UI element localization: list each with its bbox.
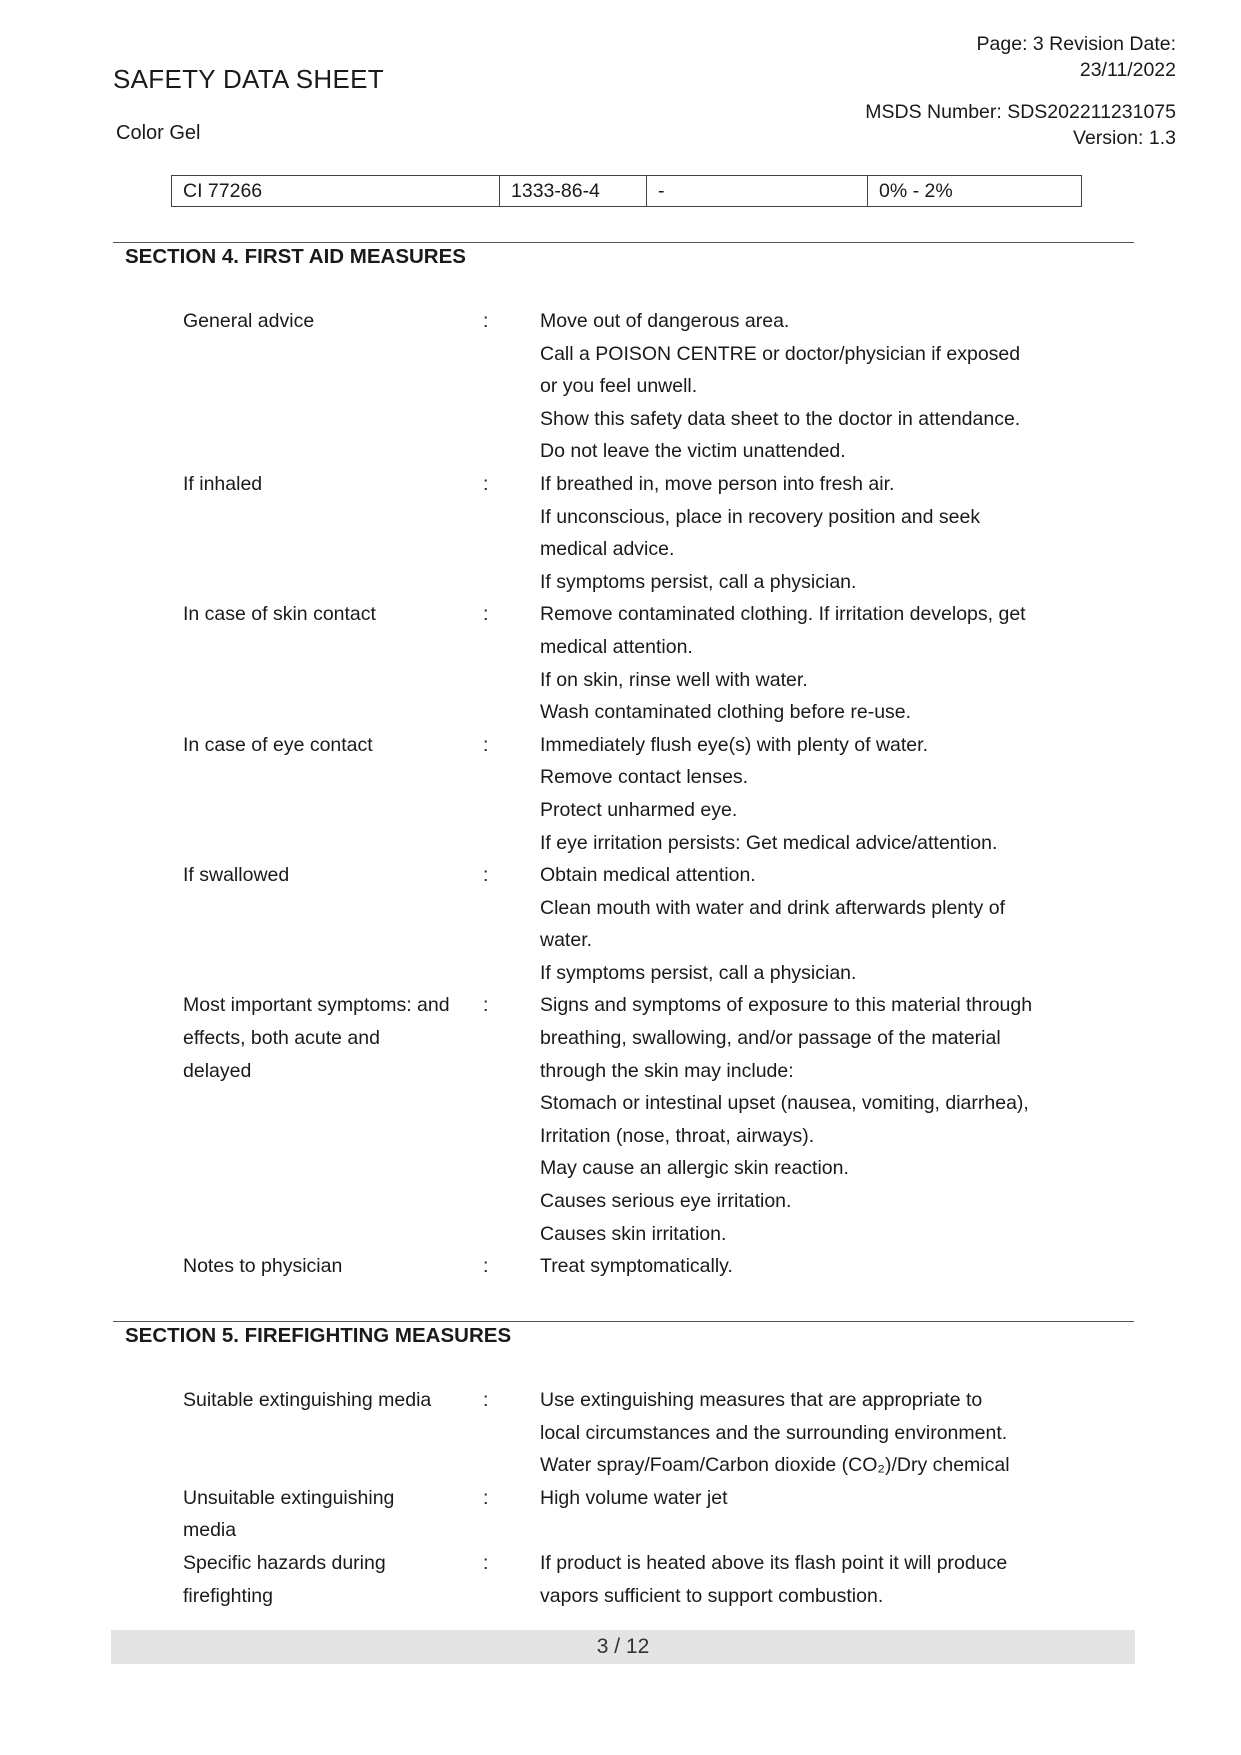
table-cell: - <box>647 176 868 207</box>
entry-colon: : <box>483 603 489 626</box>
section-divider <box>113 242 1134 243</box>
entry-value-line: Causes serious eye irritation. <box>540 1190 792 1213</box>
entry-label <box>183 468 483 598</box>
entry-value-line: Remove contact lenses. <box>540 766 749 789</box>
entry-row <box>183 1250 1068 1283</box>
entry-value <box>540 989 1068 1250</box>
entry-value-line: Do not leave the victim unattended. <box>540 440 846 463</box>
entry-label-line: Specific hazards during <box>183 1551 386 1574</box>
section-4-entries <box>183 305 1068 1283</box>
page-revision-block <box>977 31 1176 83</box>
entry-value <box>540 1384 1068 1482</box>
entry-value-line: If product is heated above its flash point it will produce <box>540 1551 1008 1574</box>
entry-row <box>183 989 1068 1250</box>
version: Version: 1.3 <box>1073 127 1176 149</box>
entry-label <box>183 1547 483 1612</box>
entry-value-line: High volume water jet <box>540 1486 728 1509</box>
entry-row <box>183 729 1068 859</box>
document-title: SAFETY DATA SHEET <box>113 64 384 94</box>
entry-value-line: Treat symptomatically. <box>540 1255 733 1278</box>
entry-value-line: Signs and symptoms of exposure to this material through <box>540 994 1033 1017</box>
entry-row <box>183 598 1068 728</box>
entry-label-line: Suitable extinguishing media <box>183 1389 432 1411</box>
entry-value <box>540 468 1068 598</box>
entry-colon: : <box>483 1255 489 1278</box>
entry-value-line: Move out of dangerous area. <box>540 310 790 332</box>
entry-colon: : <box>483 1551 489 1574</box>
entry-value-line: breathing, swallowing, and/or passage of the material <box>540 1027 1001 1050</box>
entry-label-line: In case of skin contact <box>183 603 376 626</box>
entry-value <box>540 1482 1068 1547</box>
entry-row <box>183 1482 1068 1547</box>
entry-label <box>183 859 483 989</box>
entry-colon: : <box>483 1486 489 1509</box>
entry-label-line: Most important symptoms: and <box>183 994 450 1017</box>
section-divider <box>113 1321 1134 1322</box>
entry-colon: : <box>483 864 489 887</box>
table-row <box>172 176 1082 207</box>
composition-table <box>171 175 1082 207</box>
entry-value-line: Irritation (nose, throat, airways). <box>540 1124 815 1147</box>
entry-value-line: through the skin may include: <box>540 1059 794 1082</box>
table-cell: 0% - 2% <box>868 176 1082 207</box>
entry-label-line: Notes to physician <box>183 1255 343 1278</box>
entry-value-line: Wash contaminated clothing before re-use. <box>540 701 912 724</box>
msds-block <box>865 99 1176 151</box>
entry-value-line: Show this safety data sheet to the doctor in attendance. <box>540 407 1021 430</box>
section-4-title: SECTION 4. FIRST AID MEASURES <box>125 245 466 268</box>
entry-label-line: In case of eye contact <box>183 733 373 756</box>
entry-value-line: If eye irritation persists: Get medical advice/attention. <box>540 831 998 854</box>
entry-value-line: Protect unharmed eye. <box>540 798 738 821</box>
entry-value-line: May cause an allergic skin reaction. <box>540 1157 849 1180</box>
entry-label-line: delayed <box>183 1059 252 1082</box>
entry-value <box>540 859 1068 989</box>
entry-label-line: firefighting <box>183 1584 273 1607</box>
entry-row <box>183 1384 1068 1482</box>
section-5-title: SECTION 5. FIREFIGHTING MEASURES <box>125 1324 512 1347</box>
entry-value-line: Immediately flush eye(s) with plenty of water. <box>540 733 928 756</box>
entry-value-line: water. <box>540 929 593 952</box>
entry-value <box>540 1547 1068 1612</box>
entry-value-line: Obtain medical attention. <box>540 864 756 887</box>
entry-label <box>183 305 483 468</box>
entry-row <box>183 468 1068 598</box>
entry-label <box>183 1250 483 1283</box>
entry-label-line: If inhaled <box>183 472 263 495</box>
entry-value-line: medical attention. <box>540 635 693 658</box>
entry-value-line: If breathed in, move person into fresh air. <box>540 472 895 495</box>
msds-number: MSDS Number: SDS202211231075 <box>865 101 1176 123</box>
entry-value <box>540 1250 1068 1283</box>
entry-value-line: Clean mouth with water and drink afterwards plenty of <box>540 896 1005 919</box>
product-name: Color Gel <box>116 122 201 144</box>
entry-colon: : <box>483 472 489 495</box>
entry-row <box>183 859 1068 989</box>
entry-row <box>183 1547 1068 1612</box>
entry-value-line: If on skin, rinse well with water. <box>540 668 808 691</box>
entry-label <box>183 989 483 1250</box>
entry-colon: : <box>483 994 489 1017</box>
entry-label-line: Unsuitable extinguishing <box>183 1486 395 1509</box>
entry-label-line: If swallowed <box>183 864 290 887</box>
entry-label-line: media <box>183 1519 237 1542</box>
section-5-entries <box>183 1384 1068 1612</box>
entry-value-line: If symptoms persist, call a physician. <box>540 961 857 984</box>
entry-value-line: If symptoms persist, call a physician. <box>540 570 857 593</box>
entry-value-line: Call a POISON CENTRE or doctor/physician if exposed <box>540 342 1021 365</box>
entry-row <box>183 305 1068 468</box>
entry-value <box>540 305 1068 468</box>
table-cell: 1333-86-4 <box>500 176 647 207</box>
page-footer: 3 / 12 <box>111 1630 1135 1664</box>
entry-colon: : <box>483 1389 489 1411</box>
entry-label <box>183 598 483 728</box>
entry-value-line: Remove contaminated clothing. If irritation develops, get <box>540 603 1026 626</box>
entry-value-line: vapors sufficient to support combustion. <box>540 1584 884 1607</box>
entry-value-line: medical advice. <box>540 538 675 561</box>
entry-label <box>183 729 483 859</box>
entry-label <box>183 1482 483 1547</box>
entry-colon: : <box>483 310 489 332</box>
page-line: Page: 3 Revision Date: <box>976 33 1176 55</box>
entry-value-line: or you feel unwell. <box>540 375 698 398</box>
entry-value <box>540 598 1068 728</box>
entry-label-line: General advice <box>183 310 315 332</box>
table-cell: CI 77266 <box>172 176 500 207</box>
entry-label <box>183 1384 483 1482</box>
entry-value-line: Use extinguishing measures that are appropriate to <box>540 1389 983 1411</box>
entry-value-line: local circumstances and the surrounding environment. <box>540 1421 1008 1444</box>
entry-value-line: Causes skin irritation. <box>540 1222 727 1245</box>
entry-value-line: Stomach or intestinal upset (nausea, vomiting, diarrhea), <box>540 1092 1029 1115</box>
entry-label-line: effects, both acute and <box>183 1027 380 1050</box>
entry-value-line: If unconscious, place in recovery position and seek <box>540 505 981 528</box>
entry-colon: : <box>483 733 489 756</box>
entry-value <box>540 729 1068 859</box>
entry-value-line: Water spray/Foam/Carbon dioxide (CO₂)/Dry chemical <box>540 1454 1010 1477</box>
revision-date: 23/11/2022 <box>1079 59 1176 81</box>
